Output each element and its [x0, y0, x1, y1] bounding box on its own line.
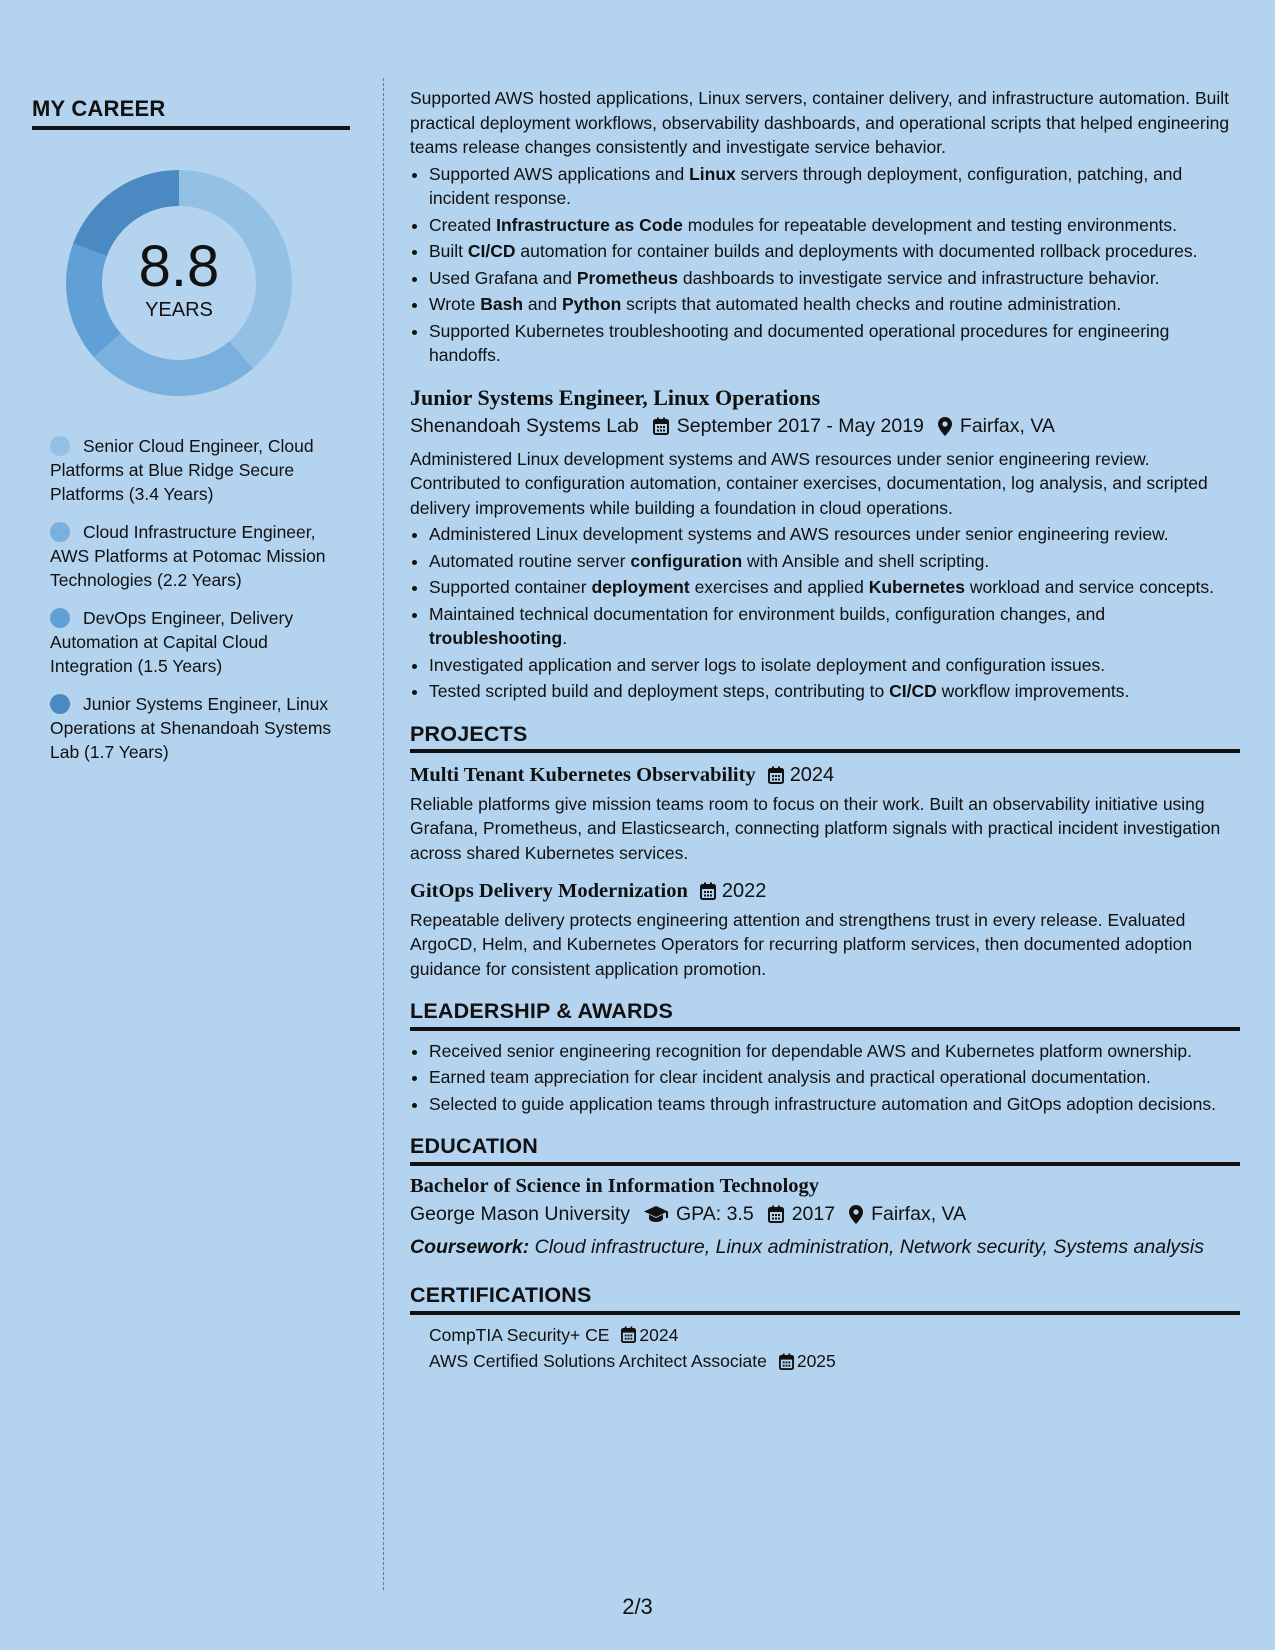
project-description: Reliable platforms give mission teams room to focus on their work. Built an observability initiative using Grafana, Prometheus, and Elasticsearch, connecting platform signals with practical incident investigation across shared Kubernetes services. [410, 793, 1221, 863]
leadership-item: • Earned team appreciation for clear incident analysis and practical operational documentation. [429, 1065, 1240, 1090]
location-pin-icon [938, 417, 952, 436]
bullet-item: • Created Infrastructure as Code modules for repeatable development and testing environments. [429, 213, 1240, 238]
education-section-title: EDUCATION [410, 1134, 1240, 1166]
legend-dot [50, 436, 70, 456]
legend-item [50, 606, 350, 678]
project-name: GitOps Delivery Modernization [410, 880, 688, 902]
coursework [410, 1235, 1240, 1260]
certification-name: CompTIA Security+ CE [429, 1324, 610, 1345]
bullet-item: • Maintained technical documentation for environment builds, configuration changes, and troubleshooting. [429, 602, 1240, 651]
certification-name: AWS Certified Solutions Architect Associate [429, 1351, 767, 1371]
job-summary: Administered Linux development systems and AWS resources under senior engineering review. Contributed to configuration automation, container exercises, documentation, log analysis, and scripted delivery improvements while building a foundation in cloud operations. [410, 448, 1208, 518]
sidebar [32, 96, 350, 778]
legend-item [50, 520, 350, 592]
legend-dot [50, 694, 70, 714]
certification-year: 2025 [796, 1351, 836, 1371]
calendar-icon [779, 1353, 794, 1370]
legend-item [50, 692, 350, 764]
legend-dot [50, 608, 70, 628]
coursework-label: Coursework: [410, 1235, 530, 1258]
project-year: 2024 [789, 764, 835, 786]
bullet-item: • Supported Kubernetes troubleshooting and documented operational procedures for engineering handoffs. [429, 319, 1240, 368]
bullet-item: • Used Grafana and Prometheus dashboards to investigate service and infrastructure behavior. [429, 266, 1240, 291]
degree-title: Bachelor of Science in Information Technology [410, 1174, 820, 1197]
calendar-icon [768, 766, 784, 784]
page-number: 2/3 [622, 1594, 653, 1619]
bullet-item: • Supported container deployment exercises and applied Kubernetes workload and service concepts. [429, 575, 1240, 600]
career-section-title: MY CAREER [32, 96, 350, 130]
career-donut-chart [64, 168, 294, 398]
job-dates: September 2017 - May 2019 [676, 415, 924, 437]
project-name: Multi Tenant Kubernetes Observability [410, 764, 756, 786]
job-bullets [410, 522, 1240, 704]
main-content [410, 86, 1240, 1376]
legend-item [50, 434, 350, 506]
donut-center [64, 168, 294, 398]
certification-year: 2024 [639, 1324, 679, 1345]
calendar-icon [653, 417, 669, 435]
calendar-icon [768, 1205, 784, 1223]
school-name: George Mason University [410, 1203, 631, 1225]
calendar-icon [621, 1326, 636, 1343]
school-location: Fairfax, VA [871, 1203, 967, 1225]
job-title: Junior Systems Engineer, Linux Operations [410, 384, 821, 410]
certification-list [410, 1323, 1240, 1374]
legend-label: Senior Cloud Engineer, Cloud Platforms at Blue Ridge Secure Platforms (3.4 Years) [50, 436, 314, 504]
project-description: Repeatable delivery protects engineering attention and strengthens trust in every release. Evaluated ArgoCD, Helm, and Kubernetes Operators for recurring platform services, then documented adoption guidance for consistent application promotion. [410, 909, 1193, 979]
bullet-item: • Automated routine server configuration with Ansible and shell scripting. [429, 549, 1240, 574]
previous-role-bullets [410, 162, 1240, 368]
total-years-unit: YEARS [145, 299, 213, 321]
calendar-icon [700, 882, 716, 900]
graduation-cap-icon [644, 1205, 668, 1223]
bullet-item: • Supported AWS applications and Linux servers through deployment, configuration, patching, and incident response. [429, 162, 1240, 211]
education-meta [410, 1202, 1240, 1227]
legend-label: Junior Systems Engineer, Linux Operations at Shenandoah Systems Lab (1.7 Years) [50, 694, 332, 762]
job-location: Fairfax, VA [959, 415, 1055, 437]
project-title [410, 763, 1240, 788]
legend-label: Cloud Infrastructure Engineer, AWS Platforms at Potomac Mission Technologies (2.2 Years) [50, 522, 326, 590]
leadership-item: • Received senior engineering recognition for dependable AWS and Kubernetes platform ownership. [429, 1039, 1240, 1064]
leadership-list [410, 1039, 1240, 1117]
bullet-item: • Built CI/CD automation for container builds and deployments with documented rollback procedures. [429, 239, 1240, 264]
legend-dot [50, 522, 70, 542]
bullet-item: • Tested scripted build and deployment steps, contributing to CI/CD workflow improvements. [429, 679, 1240, 704]
gpa: GPA: 3.5 [676, 1203, 754, 1225]
project-title [410, 879, 1240, 904]
coursework-list: Cloud infrastructure, Linux administration, Network security, Systems analysis [529, 1235, 1205, 1258]
bullet-item: • Administered Linux development systems and AWS resources under senior engineering review. [429, 522, 1240, 547]
certification-item [429, 1349, 1240, 1374]
career-legend [50, 434, 350, 764]
total-years-value: 8.8 [138, 234, 220, 299]
column-divider [383, 78, 384, 1590]
projects-section-title: PROJECTS [410, 722, 1240, 754]
certification-item [429, 1323, 1240, 1348]
location-pin-icon [849, 1205, 863, 1224]
previous-role-summary: Supported AWS hosted applications, Linux servers, container delivery, and infrastructure automation. Built practical deployment workflows, observability dashboards, and operational scripts that helped engineering teams release changes consistently and investigate service behavior. [410, 88, 1230, 157]
leadership-section-title: LEADERSHIP & AWARDS [410, 999, 1240, 1031]
bullet-item: • Investigated application and server logs to isolate deployment and configuration issues. [429, 653, 1240, 678]
project-year: 2022 [721, 880, 767, 902]
leadership-item: • Selected to guide application teams through infrastructure automation and GitOps adoption decisions. [429, 1092, 1240, 1117]
job-meta [410, 414, 1240, 439]
certifications-section-title: CERTIFICATIONS [410, 1283, 1240, 1315]
job-company: Shenandoah Systems Lab [410, 415, 639, 437]
bullet-item: • Wrote Bash and Python scripts that automated health checks and routine administration. [429, 292, 1240, 317]
legend-label: DevOps Engineer, Delivery Automation at Capital Cloud Integration (1.5 Years) [50, 608, 294, 676]
graduation-year: 2017 [791, 1203, 836, 1225]
